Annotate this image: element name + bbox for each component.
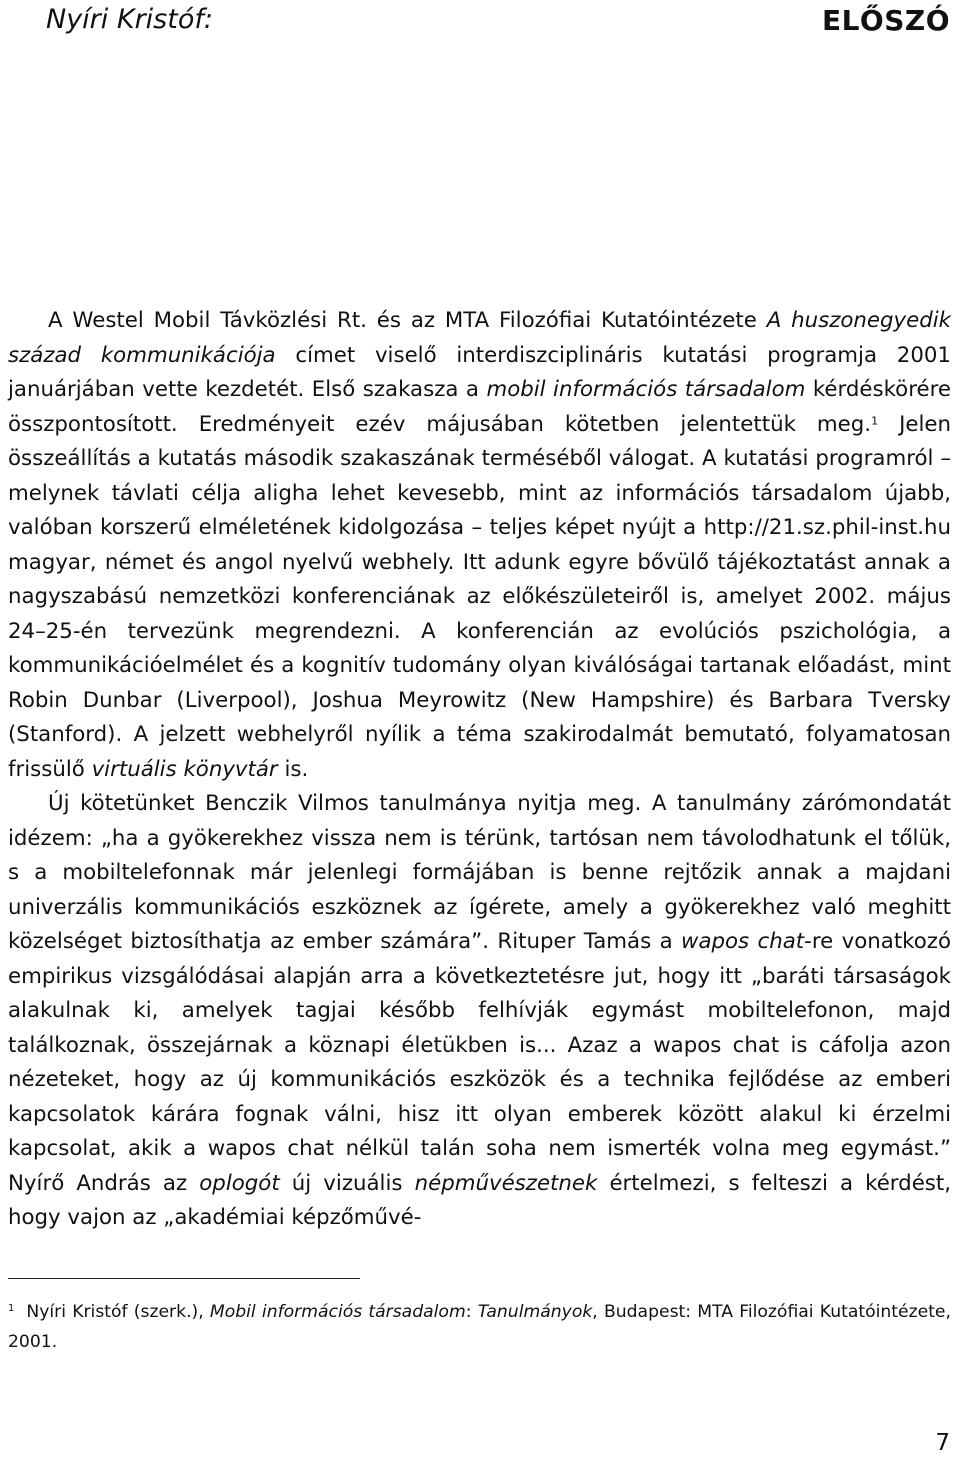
footnote	[8, 1297, 951, 1357]
text-run: -re vonatkozó empirikus vizsgálódásai alapján arra a következtetésre jut, hogy itt „baráti társaságok alakulnak ki, amelyek tagjai később felhívják egymást mobiltelefonon, majd találkoznak, összejárnak a köznapi életükben is... Azaz a wapos chat is cáfolja azon nézeteket, hogy az új kommunikációs eszközök és a technika fejlődése az emberi kapcsolatok kárára fognak válni, hisz itt olyan emberek között alakul ki érzelmi kapcsolat, akik a wapos chat nélkül talán soha nem ismerték volna meg egymást.” Nyírő András az	[8, 929, 951, 1196]
footnote-reference[interactable]: 1	[871, 413, 879, 427]
running-header-author: Nyíri Kristóf:	[46, 4, 213, 35]
italic-run: Tanulmányok	[477, 1302, 593, 1322]
text-run: is.	[277, 756, 309, 782]
paragraph	[8, 304, 951, 787]
italic-run: A huszonegyedik század kommunikációja	[8, 308, 952, 368]
italic-run: wapos chat	[681, 929, 805, 954]
text-run: Nyíri Kristóf (szerk.),	[26, 1302, 210, 1322]
text-run: :	[465, 1302, 478, 1322]
footnote-divider	[8, 1278, 360, 1279]
text-run: A Westel Mobil Távközlési Rt. és az MTA Filozófiai Kutatóintézete	[48, 308, 767, 333]
page-number: 7	[935, 1430, 950, 1456]
text-run: új vizuális	[279, 1170, 415, 1196]
text-run: értelmezi, s felteszi a kérdést, hogy vajon az „akadémiai képzőművé-	[8, 1170, 952, 1230]
footnote-marker: 1	[8, 1303, 15, 1314]
text-run: Jelen összeállítás a kutatás második szakaszának terméséből válogat. A kutatási programról – melynek távlati célja aligha lehet kevesebb, mint az információs társadalom újabb, valóban korszerű elméletének kidolgozása – teljes képet nyújt a http://21.sz.phil-inst.hu magyar, német és angol nyelvű webhely. Itt adunk egyre bővülő tájékoztatást annak a nagyszabású nemzetközi konferenciának az előkészületeiről is, amelyet 2002. május 24–25-én tervezünk megrendezni. A konferencián az evolúciós pszichológia, a kommunikációelmélet és a kognitív tudomány olyan kiválóságai tartanak előadást, mint Robin Dunbar (Liverpool), Joshua Meyrowitz (New Hampshire) és Barbara Tversky (Stanford). A jelzett webhelyről nyílik a téma szakirodalmát bemutató, folyamatosan frissülő	[8, 411, 951, 782]
paragraph	[8, 787, 951, 1236]
chapter-title: ELŐSZÓ	[821, 4, 950, 37]
text-run: Új kötetünket Benczik Vilmos tanulmánya nyitja meg. A tanulmány zárómondatát idézem: „ha a gyökerekhez vissza nem is térünk, tartósan nem távolodhatunk el tőlük, s a mobiltelefonnak már jelenlegi formájában is benne rejtőzik annak a majdani univerzális kommunikációs eszköznek az ígérete, amely a gyökerekhez való meghitt közelséget biztosíthatja az ember számára”. Rituper Tamás a	[8, 791, 951, 954]
italic-run: oplogót	[199, 1170, 280, 1196]
text-run: címet viselő interdiszciplináris kutatási programja 2001 januárjában vette kezdetét. Első szakasza a	[8, 342, 951, 402]
italic-run: népművészetnek	[414, 1170, 598, 1196]
italic-run: mobil információs társadalom	[486, 377, 806, 402]
text-run: kérdéskörére összpontosított. Eredményeit ezév májusában kötetben jelentettük meg.	[8, 377, 951, 437]
text-run: , Budapest: MTA Filozófiai Kutatóintézete, 2001.	[8, 1302, 951, 1352]
italic-run: Mobil információs társadalom	[209, 1302, 466, 1322]
italic-run: virtuális könyvtár	[91, 756, 278, 782]
body-text	[8, 304, 951, 1236]
